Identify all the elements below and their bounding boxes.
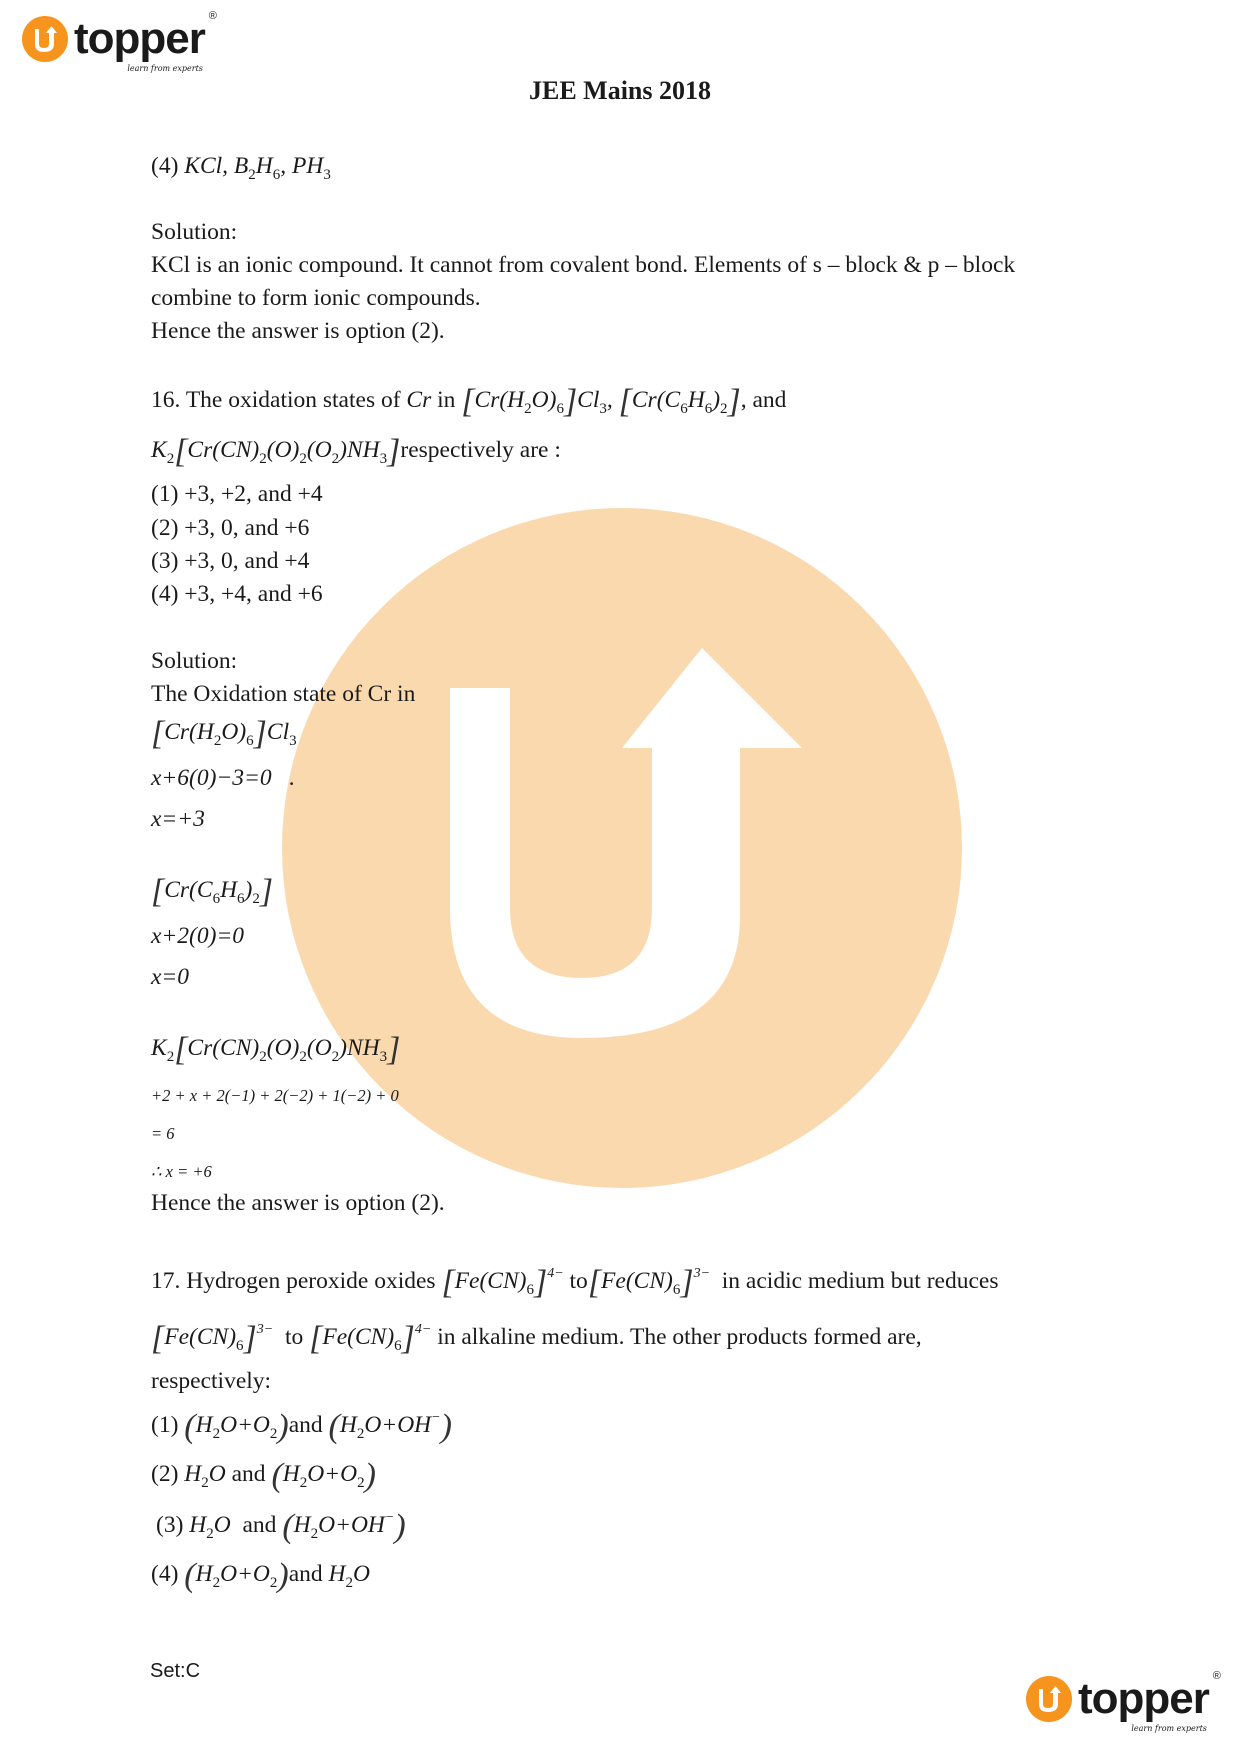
q16-equation: x+6(0)−3=0 . [151,765,296,791]
q15-answer: Hence the answer is option (2). [151,318,445,344]
q16-solution-label: Solution: [151,648,238,674]
q17-stem-line1: 17. Hydrogen peroxide oxides $[Fe(CN)_6]^{4-}$ $to[Fe(CN)_6]^{3-}$ in acidic medium but reduces [151,1264,999,1301]
q16-equation: = 6 [151,1124,175,1143]
q17-stem-line3: respectively: [151,1368,272,1394]
topper-logo-bottom [1026,1670,1221,1733]
q16-option: (4) +3, +4, and +6 [151,581,323,607]
q16-option: (2) +3, 0, and +6 [151,515,310,541]
q17-stem-line2: $[Fe(CN)_6]^{3-}$ to $[Fe(CN)_6]^{4-}$ in alkaline medium. The other products formed are, [151,1320,922,1357]
topper-u-icon [1026,1676,1072,1722]
q16-stem-line2: $K_2[Cr(CN)_2(O)_2(O_2)NH_3]respectively$ are : [151,433,561,470]
q17-option-3: (3) $H_2O$ and $(H_2O+OH^-)$ [156,1508,406,1545]
q15-solution-label: Solution: [151,219,238,245]
q16-complex-3: $K_2[Cr(CN)_2(O)_2(O_2)NH_3]$ [151,1031,401,1068]
q16-option: (3) +3, 0, and +4 [151,548,310,574]
registered-mark: ® [1212,1670,1221,1682]
q15-solution-line: KCl is an ionic compound. It cannot from covalent bond. Elements of s – block & p – block [151,252,1016,278]
q16-solution-intro: The Oxidation state of Cr in [151,681,416,707]
registered-mark: ® [208,10,217,22]
q15-solution-line: combine to form ionic compounds. [151,285,481,311]
q16-equation: x=+3 [151,806,205,832]
q15-option-4: (4) KCl, $B_2H_6$, $PH_3$ [151,153,331,183]
q16-equation: +2 + x + 2(−1) + 2(−2) + 1(−2) + 0 [151,1086,399,1105]
q16-answer: Hence the answer is option (2). [151,1190,445,1216]
logo-wordmark: topper [74,14,205,63]
topper-u-icon [22,16,68,62]
q16-complex-2: $[Cr(C_6H_6)_2]$ [151,873,274,910]
q16-equation: ∴ x = +6 [151,1162,212,1181]
q17-option-4: (4) $(H_2O+O_2)and$ $H_2O$ [151,1557,371,1594]
q16-complex-1: $[Cr(H_2O)_6]Cl_3$ [151,715,297,752]
q17-option-2: (2) $H_2O$ and $(H_2O+O_2)$ [151,1457,376,1494]
topper-logo-top [22,10,217,73]
page-title: JEE Mains 2018 [528,76,712,105]
q16-option: (1) +3, +2, and +4 [151,481,323,507]
logo-wordmark: topper [1078,1674,1209,1723]
q17-option-1: (1) $(H_2O+O_2)and$ $(H_2O+OH^-)$ [151,1408,452,1445]
logo-tagline: learn from experts [1131,1724,1207,1733]
set-label: Set:C [150,1660,201,1682]
q16-stem-line1: 16. The oxidation states of Cr in $[Cr(H_2O)_6]Cl_3$, $[Cr(C_6H_6)_2]$, and [151,383,787,420]
q16-equation: x+2(0)=0 [151,923,245,949]
q16-equation: x=0 [151,964,190,990]
logo-tagline: learn from experts [127,64,203,73]
